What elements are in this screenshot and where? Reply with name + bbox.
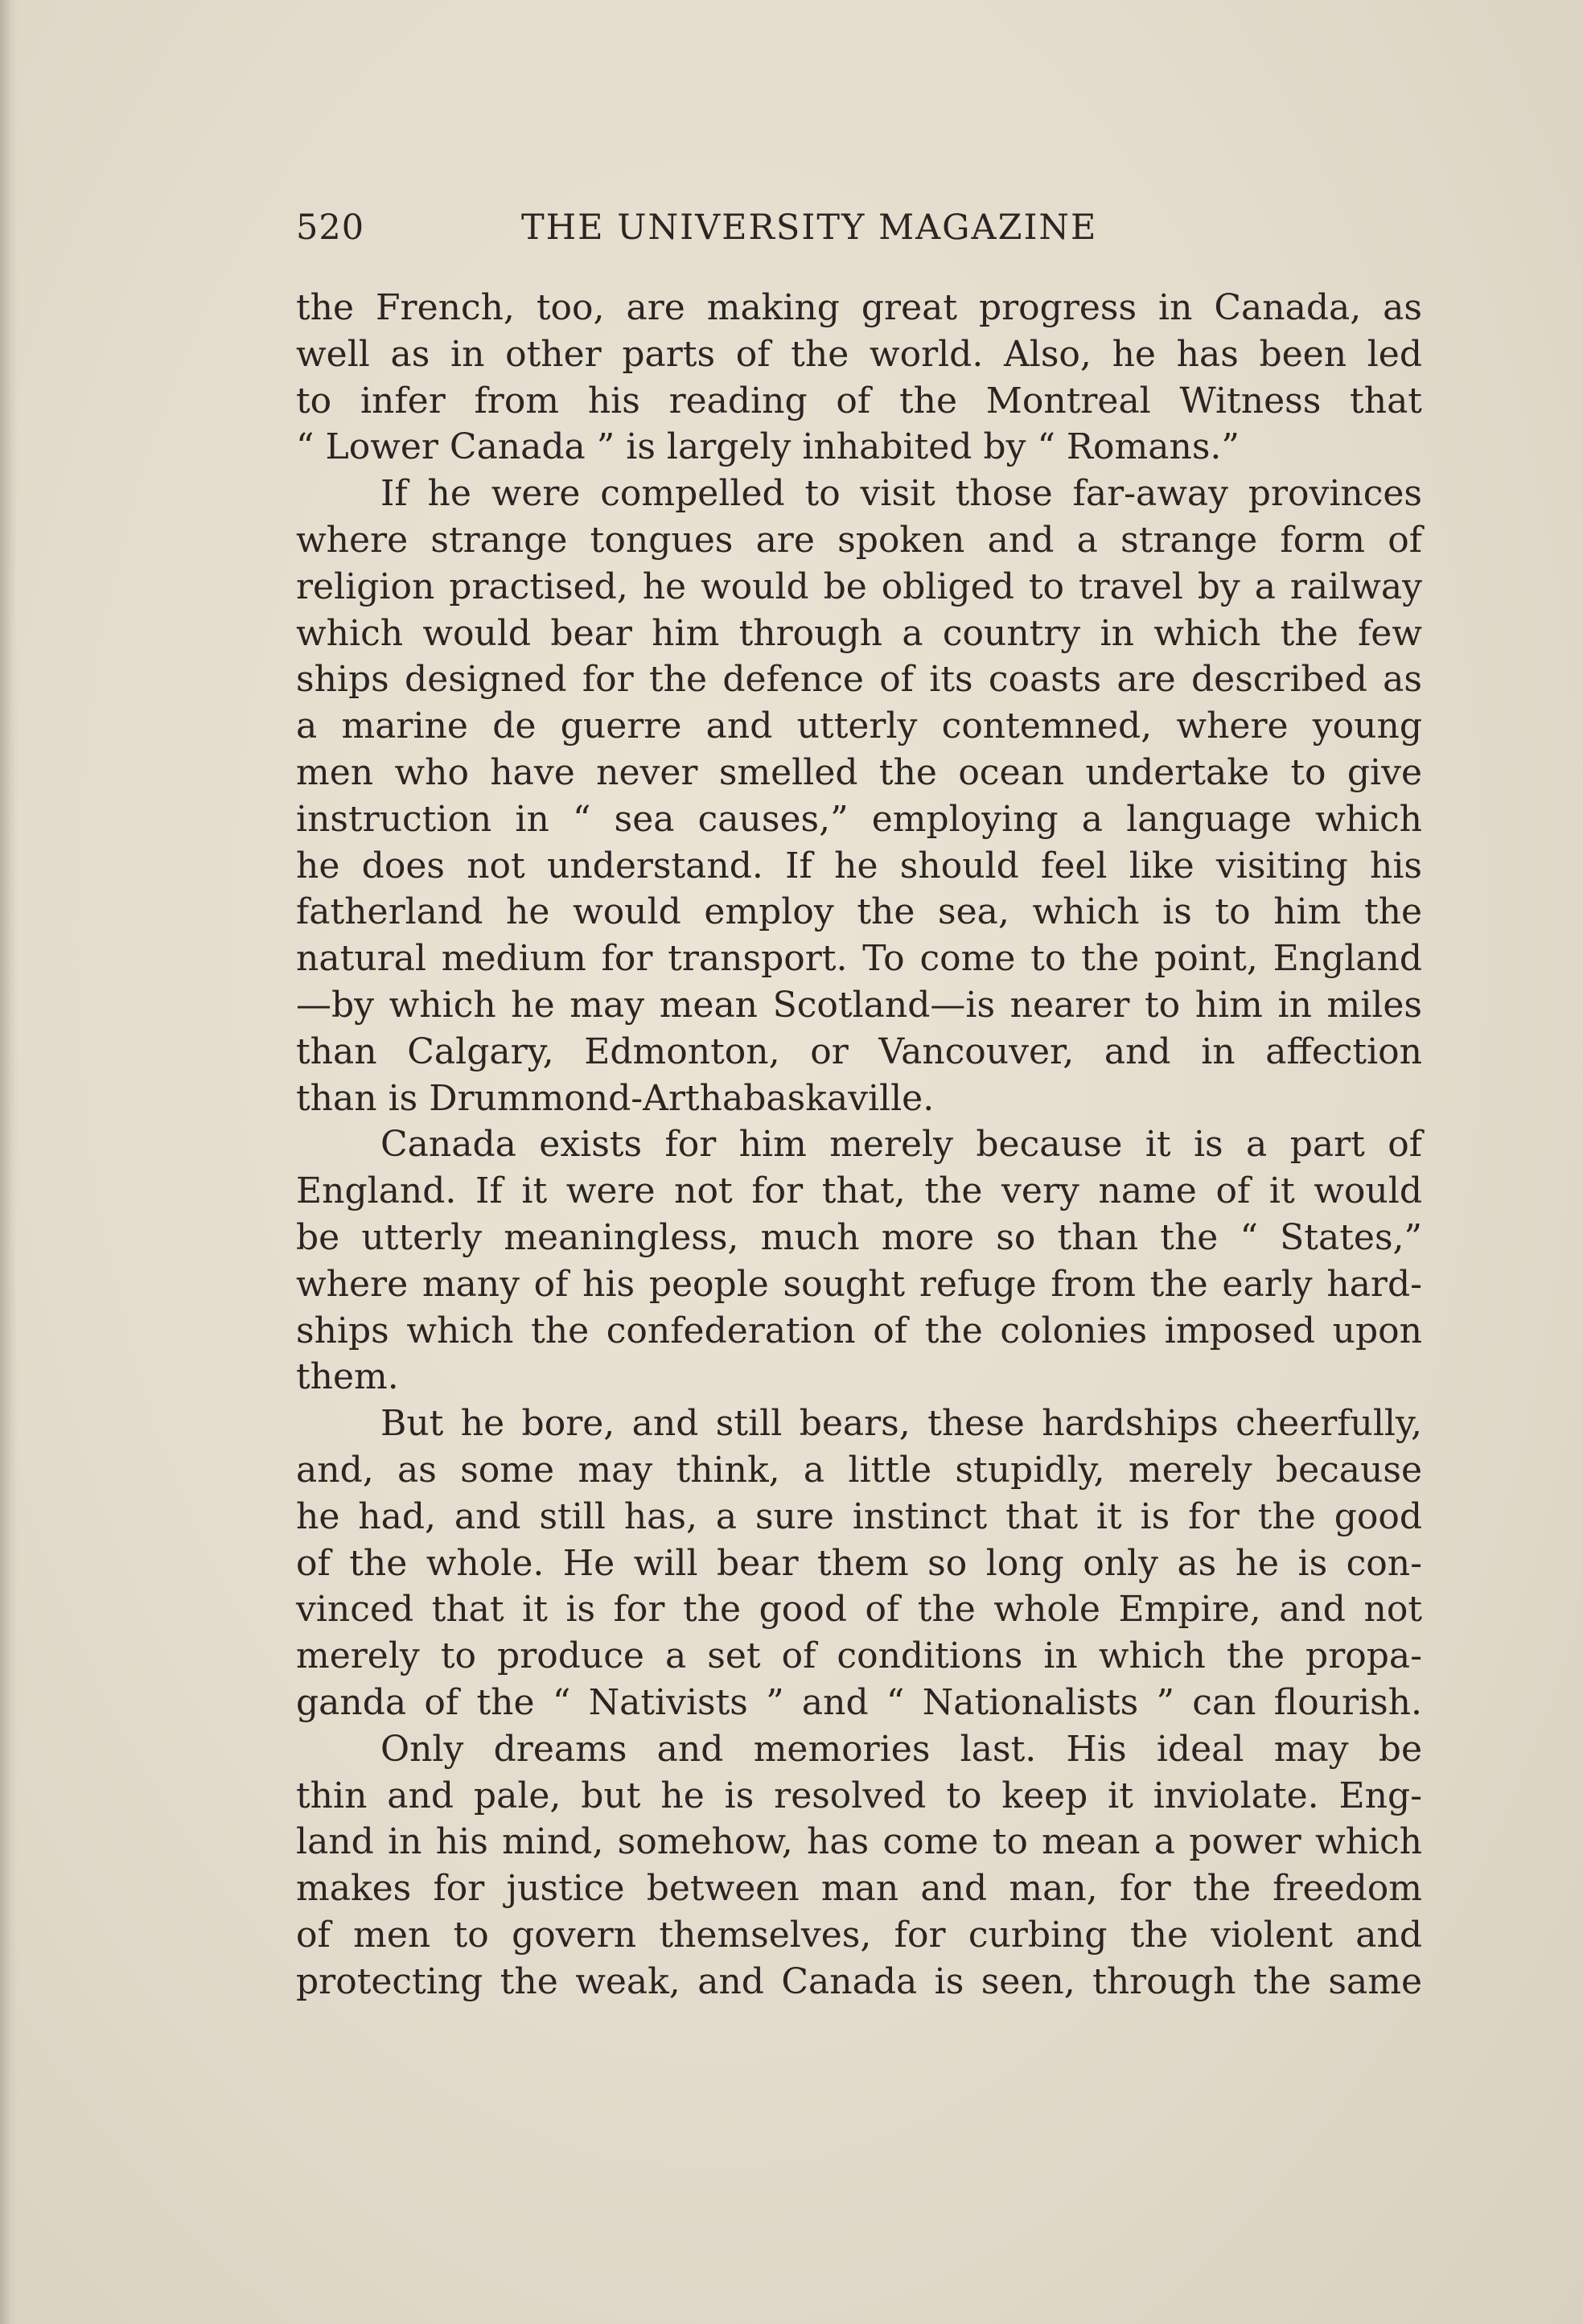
text-line: of the whole. He will bear them so long only as he is con-	[296, 1542, 1422, 1584]
text-line: fatherland he would employ the sea, which is to him the	[296, 891, 1422, 933]
text-line: natural medium for transport. To come to the point, England	[296, 938, 1422, 980]
text-line: ganda of the “ Nativists ” and “ Nationalists ” can flourish.	[296, 1681, 1422, 1723]
text-line: where many of his people sought refuge from the early hard-	[296, 1263, 1422, 1305]
text-line: makes for justice between man and man, for the freedom	[296, 1868, 1422, 1910]
running-title: THE UNIVERSITY MAGAZINE	[521, 208, 1098, 248]
text-line: But he bore, and still bears, these hardships cheerfully,	[380, 1403, 1422, 1445]
text-line: ships which the confederation of the colonies imposed upon	[296, 1310, 1422, 1351]
text-line: where strange tongues are spoken and a strange form of	[296, 519, 1422, 561]
text-line: vinced that it is for the good of the whole Empire, and not	[296, 1589, 1422, 1631]
text-line: protecting the weak, and Canada is seen, through the same	[296, 1960, 1422, 2002]
text-line: which would bear him through a country in which the few	[296, 612, 1422, 654]
text-line: well as in other parts of the world. Also, he has been led	[296, 333, 1422, 375]
text-line: thin and pale, but he is resolved to keep it inviolate. Eng-	[296, 1775, 1422, 1816]
text-line: Only dreams and memories last. His ideal may be	[380, 1728, 1422, 1770]
text-line: than Calgary, Edmonton, or Vancouver, and in affection	[296, 1030, 1422, 1072]
text-line: he had, and still has, a sure instinct that it is for the good	[296, 1495, 1422, 1537]
book-spine-shadow	[0, 0, 18, 2324]
text-line: “ Lower Canada ” is largely inhabited by “ Romans.”	[296, 426, 1240, 468]
text-line: them.	[296, 1356, 399, 1398]
text-line: and, as some may think, a little stupidly, merely because	[296, 1449, 1422, 1491]
page-number: 520	[296, 208, 365, 248]
text-line: a marine de guerre and utterly contemned, where young	[296, 705, 1422, 747]
text-line: of men to govern themselves, for curbing the violent and	[296, 1914, 1422, 1956]
text-line: he does not understand. If he should feel like visiting his	[296, 845, 1422, 886]
text-line: instruction in “ sea causes,” employing a language which	[296, 798, 1422, 840]
text-line: land in his mind, somehow, has come to mean a power which	[296, 1821, 1422, 1863]
text-line: If he were compelled to visit those far-away provinces	[380, 473, 1422, 515]
page-header	[296, 208, 1438, 256]
text-line: religion practised, he would be obliged to travel by a railway	[296, 566, 1422, 607]
text-line: —by which he may mean Scotland—is nearer to him in miles	[296, 984, 1422, 1026]
text-line: the French, too, are making great progress in Canada, as	[296, 287, 1422, 328]
text-line: Canada exists for him merely because it is a part of	[380, 1124, 1422, 1166]
text-line: be utterly meaningless, much more so than the “ States,”	[296, 1216, 1422, 1258]
body-text	[296, 285, 1422, 2005]
text-line: ships designed for the defence of its coasts are described as	[296, 659, 1422, 701]
text-line: men who have never smelled the ocean undertake to give	[296, 751, 1422, 793]
text-line: than is Drummond-Arthabaskaville.	[296, 1077, 935, 1119]
text-line: England. If it were not for that, the very name of it would	[296, 1170, 1422, 1212]
text-line: to infer from his reading of the Montreal Witness that	[296, 380, 1422, 422]
text-line: merely to produce a set of conditions in which the propa-	[296, 1635, 1422, 1677]
